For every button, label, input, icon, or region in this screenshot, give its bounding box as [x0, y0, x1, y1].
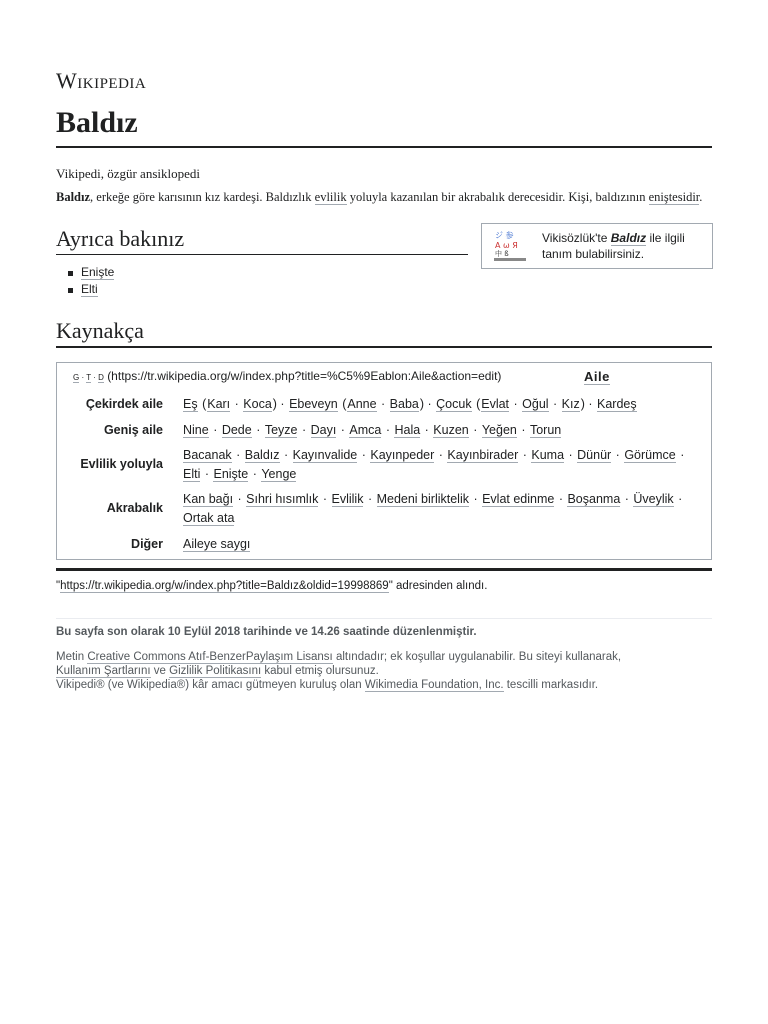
navbox-link[interactable]: Aileye saygı	[183, 537, 251, 551]
vte-separator: ·	[90, 373, 99, 382]
navbox-link[interactable]: Kayınbirader	[447, 448, 519, 462]
navbox-separator: ·	[201, 467, 213, 481]
navbox-link[interactable]: Amca	[349, 423, 382, 437]
link-eniste[interactable]: Enişte	[81, 265, 115, 279]
footer-text: Metin	[56, 651, 88, 663]
navbox-link[interactable]: Sıhri hısımlık	[246, 492, 319, 506]
link-enistesidir[interactable]: eniştesidir	[648, 190, 700, 204]
navbox-separator: ·	[382, 423, 394, 437]
footer-text: altındadır; ek koşullar uygulanabilir. Bu siteyi kullanarak,	[332, 651, 622, 663]
wiktionary-box	[481, 223, 713, 269]
navbox-separator: ·	[231, 397, 243, 411]
lead-bold-term: Baldız	[56, 190, 91, 204]
section-heading-see-also: Ayrıca bakınız	[56, 224, 468, 255]
svg-text:中 ß: 中 ß	[495, 250, 509, 258]
wiktionary-pre: Vikisözlük'te	[542, 231, 611, 245]
retrieved-from	[56, 580, 487, 592]
navbox-separator: ·	[234, 492, 246, 506]
tagline: Vikipedi, özgür ansiklopedi	[56, 166, 200, 181]
lead-text-2: yoluyla kazanılan bir akrabalık derecesidir. Kişi, baldızının	[346, 190, 649, 204]
navbox-link[interactable]: Nine	[183, 423, 209, 437]
navbox-link[interactable]: Eş	[183, 397, 198, 411]
svg-text:A ω Я: A ω Я	[495, 241, 518, 250]
content-bottom-rule	[56, 568, 712, 571]
navbox-link[interactable]: Kuma	[531, 448, 565, 462]
navbox-separator: ·	[517, 423, 529, 437]
license-link[interactable]: Creative Commons Atıf-BenzerPaylaşım Lisansı	[87, 651, 333, 663]
navbox-separator: ·	[249, 467, 261, 481]
navbox-link[interactable]: Çocuk	[436, 397, 472, 411]
navbox-link[interactable]: Ebeveyn	[289, 397, 338, 411]
navbox-link[interactable]: Baba	[389, 397, 419, 411]
link-elti[interactable]: Elti	[81, 282, 98, 296]
family-navbox	[56, 362, 712, 560]
wiktionary-post: ile ilgili tanım bulabilirsiniz.	[542, 231, 685, 261]
vte-talk-link[interactable]: T	[86, 373, 91, 382]
navbox-row-label: Çekirdek aile	[85, 397, 163, 411]
navbox-link[interactable]: Hala	[394, 423, 421, 437]
lead-paragraph	[56, 188, 712, 206]
navbox-separator: ·	[232, 448, 244, 462]
navbox-separator: ·	[469, 423, 481, 437]
navbox-link[interactable]: Koca	[243, 397, 272, 411]
navbox-link[interactable]: Dayı	[310, 423, 337, 437]
wiktionary-logo-icon	[492, 228, 528, 264]
navbox-separator: ·	[469, 492, 482, 506]
navbox-link[interactable]: Kan bağı	[183, 492, 234, 506]
navbox-row-list	[183, 490, 705, 528]
navbox-separator: ) ·	[272, 397, 289, 411]
navbox-link[interactable]: Teyze	[264, 423, 298, 437]
navbox-link[interactable]: Kız	[561, 397, 580, 411]
navbox-row-label: Diğer	[131, 537, 163, 551]
vte-view-link[interactable]: G	[73, 373, 80, 382]
list-item	[81, 281, 114, 298]
footer-license	[56, 650, 712, 692]
navbox-row-list	[183, 421, 705, 440]
wiktionary-text	[542, 230, 712, 262]
navbox-separator: ·	[337, 423, 349, 437]
lead-text-1: , erkeğe göre karısının kız kardeşi. Baldızlık	[90, 190, 315, 204]
wikipedia-logo[interactable]: Wikipedia	[56, 68, 147, 93]
navbox-separator: (	[338, 397, 347, 411]
navbox-link[interactable]: Baldız	[244, 448, 280, 462]
navbox-separator: ·	[377, 397, 389, 411]
navbox-link[interactable]: Görümce	[624, 448, 676, 462]
retrieved-post: " adresinden alındı.	[388, 580, 488, 592]
navbox-separator: ·	[676, 448, 685, 462]
navbox-link[interactable]: Boşanma	[567, 492, 621, 506]
footer-text: tescilli markasıdır.	[503, 679, 599, 691]
navbox-separator: ·	[358, 448, 370, 462]
navbox-edit-url: (https://tr.wikipedia.org/w/index.php?title=%C5%9Eablon:Aile&action=edit)	[107, 369, 502, 383]
navbox-separator: ) ·	[419, 397, 436, 411]
see-also-list	[56, 264, 114, 298]
navbox-separator: ·	[298, 423, 310, 437]
navbox-separator: ·	[435, 448, 447, 462]
navbox-link[interactable]: Torun	[529, 423, 562, 437]
navbox-link[interactable]: Yeğen	[481, 423, 517, 437]
navbox-separator: ·	[252, 423, 264, 437]
navbox-separator: ) ·	[580, 397, 596, 411]
navbox-separator: (	[198, 397, 207, 411]
navbox-link[interactable]: Kayınvalide	[292, 448, 358, 462]
navbox-row-label[interactable]: Akrabalık	[106, 501, 163, 515]
last-modified: Bu sayfa son olarak 10 Eylül 2018 tarihinde ve 14.26 saatinde düzenlenmiştir.	[56, 626, 477, 638]
retrieved-pre: "	[56, 580, 61, 592]
navbox-link[interactable]: Ortak ata	[183, 511, 235, 525]
navbox-link[interactable]: Evlilik	[331, 492, 364, 506]
section-heading-references: Kaynakça	[56, 316, 712, 348]
footer-text: Vikipedi® (ve Wikipedia®) kâr amacı gütmeyen kuruluş olan	[56, 679, 365, 691]
navbox-link[interactable]: Elti	[183, 467, 201, 481]
navbox-separator: ·	[565, 448, 577, 462]
navbox-link[interactable]: Dünür	[577, 448, 612, 462]
navbox-row-list	[183, 446, 705, 484]
navbox-link[interactable]: Oğul	[522, 397, 549, 411]
navbox-link[interactable]: Kardeş	[597, 397, 637, 411]
vte-edit-link[interactable]: D	[98, 373, 104, 382]
navbox-separator: ·	[674, 492, 683, 506]
page-title: Baldız	[56, 104, 712, 148]
navbox-separator: ·	[209, 423, 221, 437]
navbox-link[interactable]: Yenge	[261, 467, 297, 481]
navbox-separator: ·	[421, 423, 433, 437]
wikimedia-link[interactable]: Wikimedia Foundation, Inc.	[364, 679, 504, 691]
link-evlilik[interactable]: evlilik	[314, 190, 347, 204]
navbox-header	[73, 369, 501, 383]
navbox-link[interactable]: Kayınpeder	[370, 448, 435, 462]
navbox-link[interactable]: Kuzen	[433, 423, 469, 437]
navbox-separator: ·	[555, 492, 567, 506]
navbox-title[interactable]: Aile	[584, 369, 610, 384]
navbox-separator: ·	[549, 397, 561, 411]
navbox-separator: ·	[612, 448, 624, 462]
vte-separator: ·	[79, 373, 87, 382]
navbox-link[interactable]: Bacanak	[183, 448, 232, 462]
navbox-separator: ·	[280, 448, 292, 462]
navbox-separator: ·	[510, 397, 522, 411]
svg-text:ジ 参: ジ 参	[495, 231, 514, 240]
navbox-link[interactable]: Anne	[347, 397, 377, 411]
navbox-separator: ·	[364, 492, 376, 506]
terms-link[interactable]: Kullanım Şartlarını	[56, 665, 151, 677]
navbox-row-label: Evlilik yoluyla	[80, 457, 163, 471]
navbox-separator: ·	[621, 492, 633, 506]
navbox-separator: ·	[319, 492, 331, 506]
navbox-separator: ·	[519, 448, 531, 462]
privacy-link[interactable]: Gizlilik Politikasını	[169, 665, 262, 677]
navbox-row-list	[183, 535, 705, 554]
navbox-link[interactable]: Üveylik	[633, 492, 674, 506]
footer-text: ve	[150, 665, 170, 677]
navbox-link[interactable]: Karı	[207, 397, 231, 411]
lead-text-3: .	[699, 190, 703, 204]
navbox-link[interactable]: Evlat edinme	[482, 492, 555, 506]
navbox-link[interactable]: Evlat	[481, 397, 510, 411]
wiktionary-term-link[interactable]: Baldız	[610, 231, 647, 245]
navbox-row-list	[183, 395, 705, 414]
footer-text: kabul etmiş olursunuz.	[261, 665, 379, 677]
permanent-link[interactable]: https://tr.wikipedia.org/w/index.php?title=Baldız&oldid=19998869	[60, 580, 389, 592]
navbox-row-label[interactable]: Geniş aile	[103, 423, 163, 437]
footer-divider	[56, 618, 712, 619]
navbox-separator: (	[472, 397, 481, 411]
navbox-link[interactable]: Dede	[221, 423, 252, 437]
navbox-link[interactable]: Enişte	[213, 467, 249, 481]
list-item	[81, 264, 114, 281]
navbox-link[interactable]: Medeni birliktelik	[376, 492, 469, 506]
